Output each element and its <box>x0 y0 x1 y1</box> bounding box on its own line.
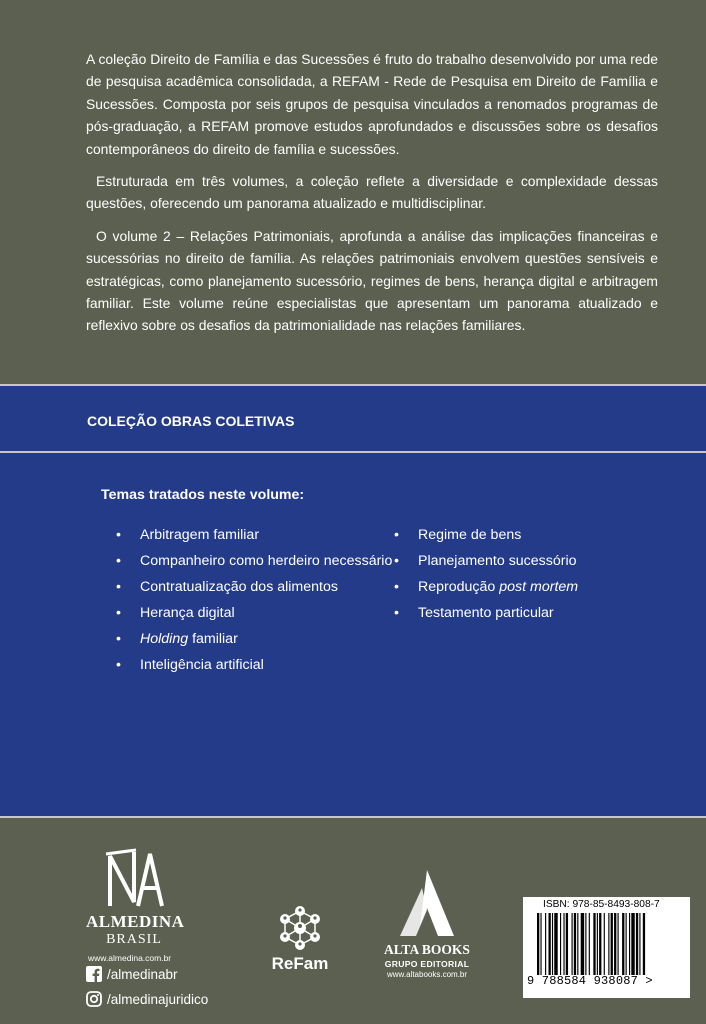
almedina-site: www.almedina.com.br <box>88 953 172 963</box>
themes-column-1 <box>116 524 392 680</box>
instagram-row <box>86 990 208 1008</box>
almedina-logo-icon <box>104 846 164 910</box>
collection-label: COLEÇÃO OBRAS COLETIVAS <box>87 413 295 429</box>
facebook-icon <box>86 966 102 982</box>
theme-item: • Arbitragem familiar <box>116 524 392 550</box>
barcode-digits: 9 788584 938087 > <box>527 974 653 988</box>
alta-books-site: www.altabooks.com.br <box>386 970 468 979</box>
instagram-icon <box>86 991 102 1007</box>
themes-column-2 <box>394 524 578 628</box>
intro-paragraph-2: Estruturada em três volumes, a coleção reflete a diversidade e complexidade dessas questões, oferecendo um panorama atualizado e multidisciplinar. <box>86 173 658 212</box>
theme-item: • Companheiro como herdeiro necessário <box>116 550 392 576</box>
isbn-label: ISBN: 978-85-8493-808-7 <box>543 899 660 910</box>
top-rule <box>0 384 706 386</box>
theme-item-reproducao <box>394 576 578 602</box>
intro-paragraph-1: A coleção Direito de Família e das Sucessões é fruto do trabalho desenvolvido por uma rede de pesquisa acadêmica consolidada, a REFAM - Rede de Pesquisa em Direito de Família e Sucessões. Composta por seis grupos de pesquisa vinculados a renomados programas de pós-graduação, a REFAM promove estudos aprofundados e discussões sobre os desafios contemporâneos do direito de família e sucessões. <box>86 51 658 157</box>
themes-panel <box>0 384 706 818</box>
facebook-handle: /almedinabr <box>107 966 178 982</box>
theme-item: • Herança digital <box>116 602 392 628</box>
theme-item: • Contratualização dos alimentos <box>116 576 392 602</box>
intro-section <box>0 0 706 384</box>
intro-text <box>86 48 658 347</box>
themes-title: Temas tratados neste volume: <box>101 487 305 503</box>
holding-rest: familiar <box>188 631 238 647</box>
panel-divider <box>0 451 706 453</box>
alta-books-name: ALTA BOOKS <box>384 942 470 957</box>
theme-item-holding <box>116 628 392 654</box>
theme-item: • Inteligência artificial <box>116 654 392 680</box>
alta-books-logo-icon <box>396 868 458 940</box>
reproducao-prefix: Reprodução <box>418 579 500 595</box>
holding-italic: Holding <box>140 631 189 647</box>
theme-item: • Regime de bens <box>394 524 578 550</box>
theme-item: • Testamento particular <box>394 602 578 628</box>
publisher-section <box>0 818 706 1024</box>
barcode-icon <box>537 913 677 975</box>
alta-books-sub: GRUPO EDITORIAL <box>384 959 470 969</box>
almedina-name: ALMEDINA <box>86 912 185 931</box>
instagram-handle: /almedinajuridico <box>107 991 209 1007</box>
almedina-sub: BRASIL <box>106 932 162 947</box>
reproducao-italic: post mortem <box>499 579 579 595</box>
facebook-row <box>86 965 178 983</box>
theme-item: • Planejamento sucessório <box>394 550 578 576</box>
refam-label: ReFam <box>271 954 329 973</box>
refam-network-icon <box>276 904 324 952</box>
isbn-barcode-box <box>523 897 690 998</box>
intro-paragraph-3: O volume 2 – Relações Patrimoniais, aprofunda a análise das implicações financeiras e sucessórias no direito de família. As relações patrimoniais envolvem questões sensíveis e estratégicas, como planejamento sucessório, regimes de bens, herança digital e arbitragem familiar. Este volume reúne especialistas que apresentam um panorama atualizado e reflexivo sobre os desafios da patrimonialidade nas relações familiares. <box>86 227 658 334</box>
